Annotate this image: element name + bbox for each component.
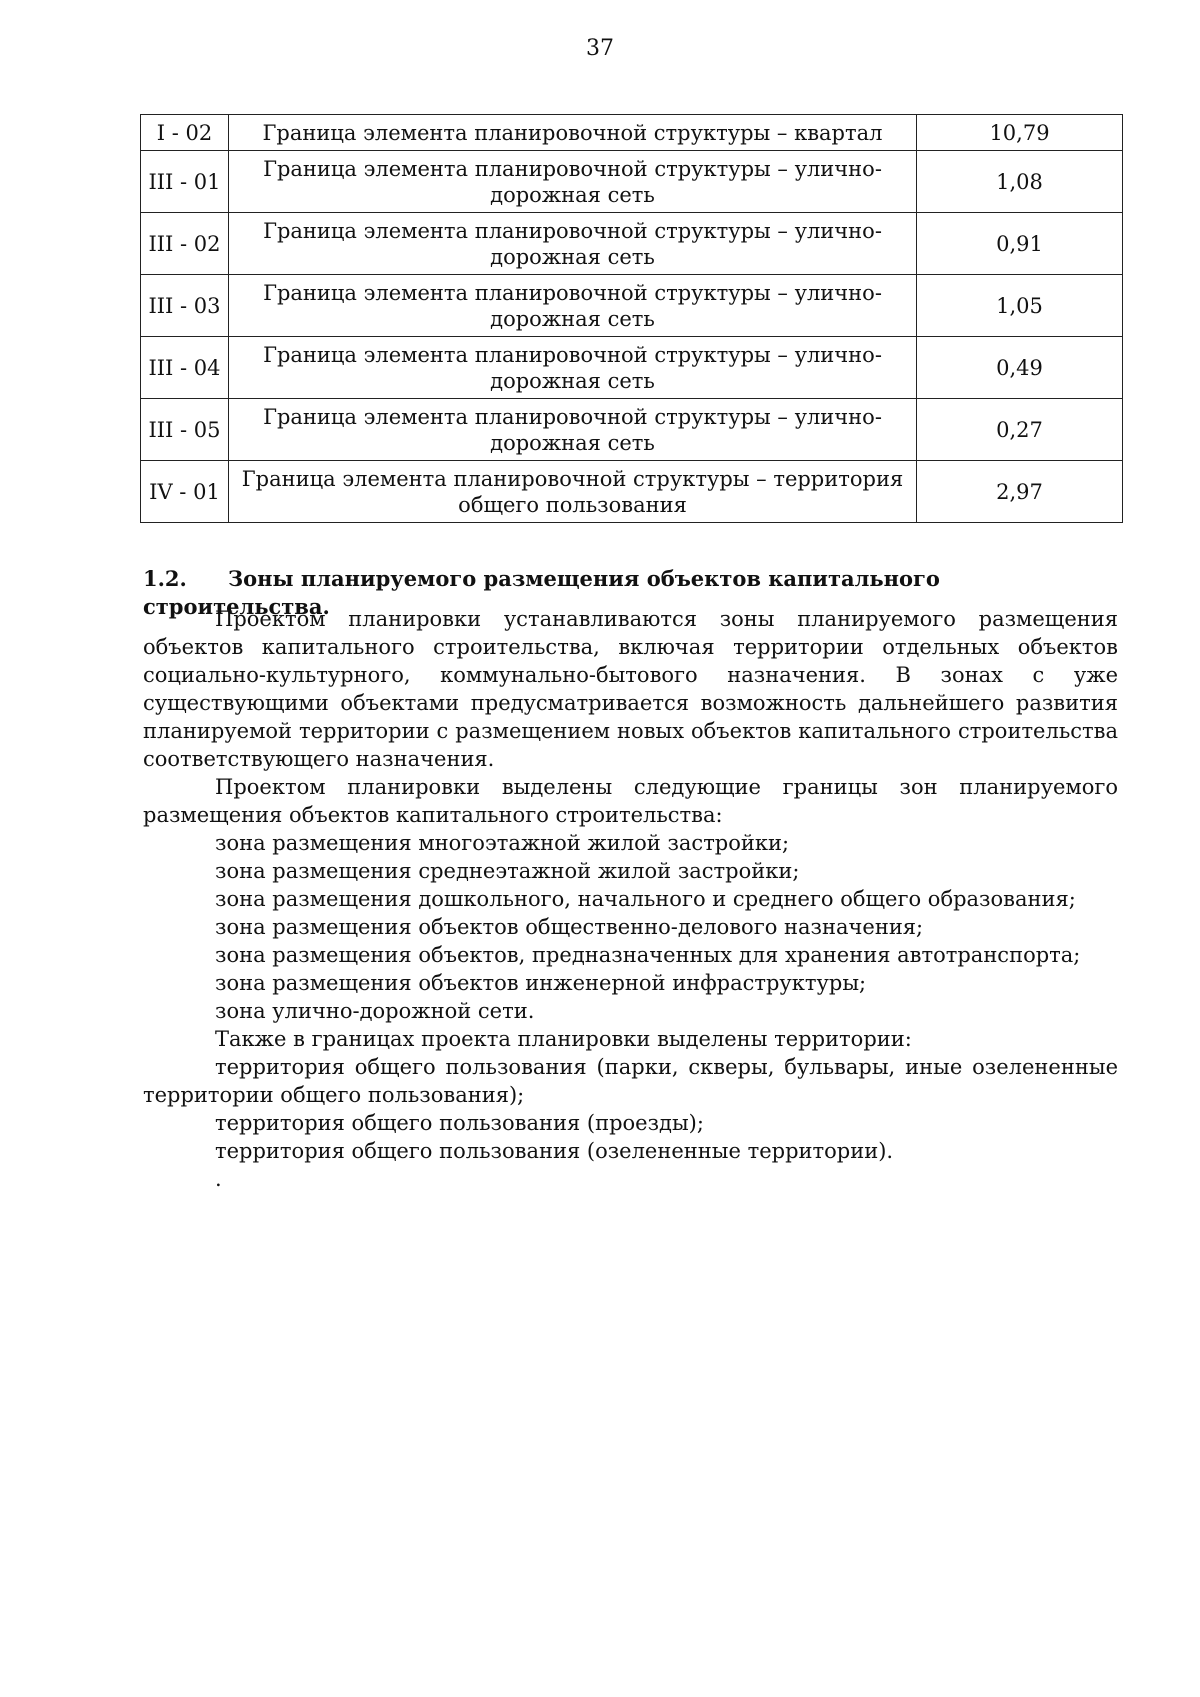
section-number: 1.2. (143, 566, 187, 591)
stray-dot: . (215, 1167, 222, 1191)
zone-name-cell: Граница элемента планировочной структуры – улично-дорожная сеть (229, 399, 917, 461)
zone-code-cell: III - 05 (141, 399, 229, 461)
zone-code-cell: I - 02 (141, 115, 229, 151)
zone-value-cell: 2,97 (917, 461, 1123, 523)
zone-name-cell: Граница элемента планировочной структуры – улично-дорожная сеть (229, 275, 917, 337)
list-item: зона размещения объектов инженерной инфраструктуры; (215, 971, 867, 995)
paragraph-intro: Проектом планировки устанавливаются зоны планируемого размещения объектов капитального строительства, включая территории отдельных объектов социально-культурного, коммунально-бытового назначения. В зонах с уже существующими объектами предусматривается возможность дальнейшего развития планируемой территории с размещением новых объектов капитального строительства соответствующего назначения. (143, 607, 1118, 771)
zone-name-cell: Граница элемента планировочной структуры – улично-дорожная сеть (229, 337, 917, 399)
zone-name-cell: Граница элемента планировочной структуры – улично-дорожная сеть (229, 151, 917, 213)
zone-code-cell: IV - 01 (141, 461, 229, 523)
section-title: Зоны планируемого размещения объектов капитального строительства. (143, 566, 940, 619)
paragraph-territory-passages: территория общего пользования (проезды); (215, 1111, 704, 1135)
paragraph-territories-intro: Также в границах проекта планировки выделены территории: (215, 1027, 912, 1051)
list-item: зона размещения объектов, предназначенных для хранения автотранспорта; (215, 943, 1081, 967)
table-row (141, 213, 1123, 275)
table-row (141, 337, 1123, 399)
list-item: зона размещения среднеэтажной жилой застройки; (215, 859, 800, 883)
zone-name-cell: Граница элемента планировочной структуры – квартал (229, 115, 917, 151)
zone-code-cell: III - 04 (141, 337, 229, 399)
paragraph-territory-parks: территория общего пользования (парки, скверы, бульвары, иные озелененные территории общего пользования); (143, 1055, 1118, 1107)
list-item: зона размещения многоэтажной жилой застройки; (215, 831, 790, 855)
list-item: зона размещения дошкольного, начального и среднего общего образования; (215, 887, 1076, 911)
list-item: зона улично-дорожной сети. (215, 999, 535, 1023)
zone-name-cell: Граница элемента планировочной структуры – улично-дорожная сеть (229, 213, 917, 275)
table-row (141, 399, 1123, 461)
zone-name-cell: Граница элемента планировочной структуры – территория общего пользования (229, 461, 917, 523)
table-row (141, 461, 1123, 523)
table-row (141, 275, 1123, 337)
zone-code-cell: III - 03 (141, 275, 229, 337)
zones-area-table (140, 114, 1123, 523)
zone-code-cell: III - 02 (141, 213, 229, 275)
zone-value-cell: 0,91 (917, 213, 1123, 275)
page-number: 37 (586, 36, 614, 61)
list-item: зона размещения объектов общественно-делового назначения; (215, 915, 924, 939)
table-row (141, 115, 1123, 151)
table-row (141, 151, 1123, 213)
zone-value-cell: 10,79 (917, 115, 1123, 151)
zone-value-cell: 0,49 (917, 337, 1123, 399)
paragraph-zones-intro: Проектом планировки выделены следующие границы зон планируемого размещения объектов капитального строительства: (143, 775, 1118, 827)
zone-value-cell: 1,05 (917, 275, 1123, 337)
zone-code-cell: III - 01 (141, 151, 229, 213)
body-text (143, 605, 1118, 1193)
zone-value-cell: 1,08 (917, 151, 1123, 213)
zone-value-cell: 0,27 (917, 399, 1123, 461)
paragraph-territory-green: территория общего пользования (озелененные территории). (215, 1139, 894, 1163)
